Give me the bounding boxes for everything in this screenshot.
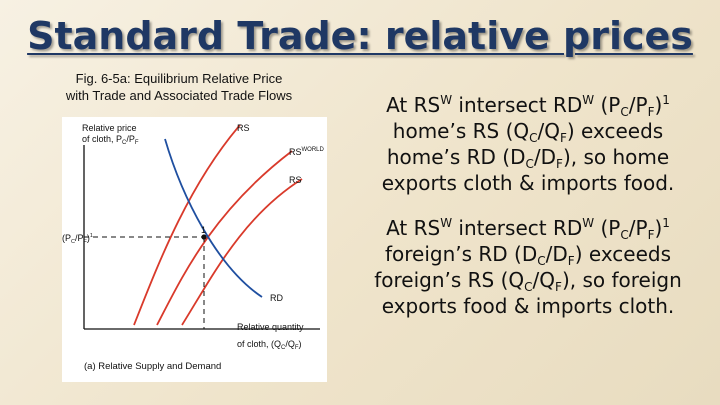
- x-axis-label-line-2: of cloth, $(Q_C/Q_F)$: [237, 339, 302, 351]
- bullet-text-segment: (P: [594, 93, 621, 117]
- bullet-text-segment: /P: [628, 93, 648, 117]
- bullet-text-segment: W: [582, 93, 595, 107]
- caption-line-2: with Trade and Associated Trade Flows: [65, 88, 293, 103]
- bullet-text-segment: W: [582, 216, 595, 230]
- bullet-text-segment: /Q: [537, 119, 560, 143]
- bullet-text-segment: exports food & imports cloth.: [381, 294, 675, 318]
- bullet-text-segment: home’s RS (Q: [392, 119, 530, 143]
- bullet-text-segment: C: [524, 280, 533, 294]
- relative-supply-demand-diagram: [62, 117, 327, 382]
- bullet-text-segment: At RS: [386, 93, 441, 117]
- explanation-text: [336, 92, 720, 338]
- bullet-line: [336, 118, 720, 144]
- bullet-line: [336, 293, 720, 319]
- equilibrium-point: [201, 234, 206, 239]
- rs-star-label: RS: [237, 123, 250, 133]
- bullet-text-segment: W: [440, 216, 453, 230]
- bullet-line: [336, 170, 720, 196]
- bullet-text-segment: /P: [628, 216, 648, 240]
- bullet-text-segment: F: [556, 157, 563, 171]
- bullet-text-segment: C: [525, 157, 534, 171]
- panel-title: (a) Relative Supply and Demand: [84, 361, 222, 372]
- bullet-text-segment: intersect RD: [452, 216, 583, 240]
- bullet-line: [336, 92, 720, 118]
- bullet-text-segment: (P: [594, 216, 621, 240]
- bullet-text-segment: /D: [533, 145, 557, 169]
- bullet-text-segment: C: [529, 131, 538, 145]
- rd-label: RD: [270, 293, 283, 303]
- bullet-text-segment: C: [620, 228, 629, 242]
- rs-home-curve: [182, 179, 302, 325]
- y-axis-label-line-2: of cloth, $P_C/P_F$: [82, 134, 139, 146]
- bullet-text-segment: ): [654, 93, 663, 117]
- bullet-text-segment: F: [559, 131, 567, 145]
- figure-caption: [14, 70, 344, 104]
- bullet-text-segment: foreign’s RD (D: [384, 242, 538, 266]
- bullet-text-segment: /D: [545, 242, 568, 266]
- diagram-svg: [62, 117, 327, 382]
- bullet-text-segment: foreign’s RS (Q: [374, 268, 525, 292]
- bullet-text-segment: F: [567, 254, 575, 268]
- bullet-line: [336, 144, 720, 170]
- bullet-text-segment: ) exceeds: [574, 242, 672, 266]
- bullet-text-segment: F: [555, 280, 562, 294]
- bullet-text-segment: C: [537, 254, 546, 268]
- bullet-text-segment: ), so home: [562, 145, 670, 169]
- bullet-foreign: [336, 215, 720, 319]
- price-tick-label: $(P_C/P_F)^1$: [62, 233, 93, 245]
- bullet-text-segment: 1: [662, 216, 670, 230]
- rs-world-label: $RS^{WORLD}$: [289, 147, 324, 157]
- bullet-text-segment: At RS: [386, 216, 441, 240]
- bullet-line: [336, 241, 720, 267]
- bullet-text-segment: exports cloth & imports food.: [381, 171, 675, 195]
- bullet-text-segment: home’s RD (D: [386, 145, 526, 169]
- bullet-line: [336, 215, 720, 241]
- bullet-text-segment: W: [440, 93, 453, 107]
- rs-home-label: RS: [289, 175, 302, 185]
- equilibrium-label: 1: [201, 225, 207, 235]
- bullet-text-segment: 1: [662, 93, 670, 107]
- bullet-text-segment: F: [647, 105, 655, 119]
- slide-title: Standard Trade: relative prices: [27, 14, 693, 58]
- bullet-text-segment: ): [654, 216, 663, 240]
- rs-star-curve: [134, 125, 240, 325]
- bullet-text-segment: F: [647, 228, 655, 242]
- bullet-home: [336, 92, 720, 196]
- bullet-text-segment: ), so foreign: [561, 268, 682, 292]
- bullet-line: [336, 267, 720, 293]
- bullet-text-segment: ) exceeds: [566, 119, 664, 143]
- bullet-text-segment: C: [620, 105, 629, 119]
- y-axis-label-line-1: Relative price: [82, 123, 137, 133]
- caption-line-1: Fig. 6-5a: Equilibrium Relative Price: [75, 71, 283, 86]
- x-axis-label-line-1: Relative quantity: [237, 322, 304, 332]
- bullet-text-segment: intersect RD: [452, 93, 583, 117]
- bullet-text-segment: /Q: [532, 268, 556, 292]
